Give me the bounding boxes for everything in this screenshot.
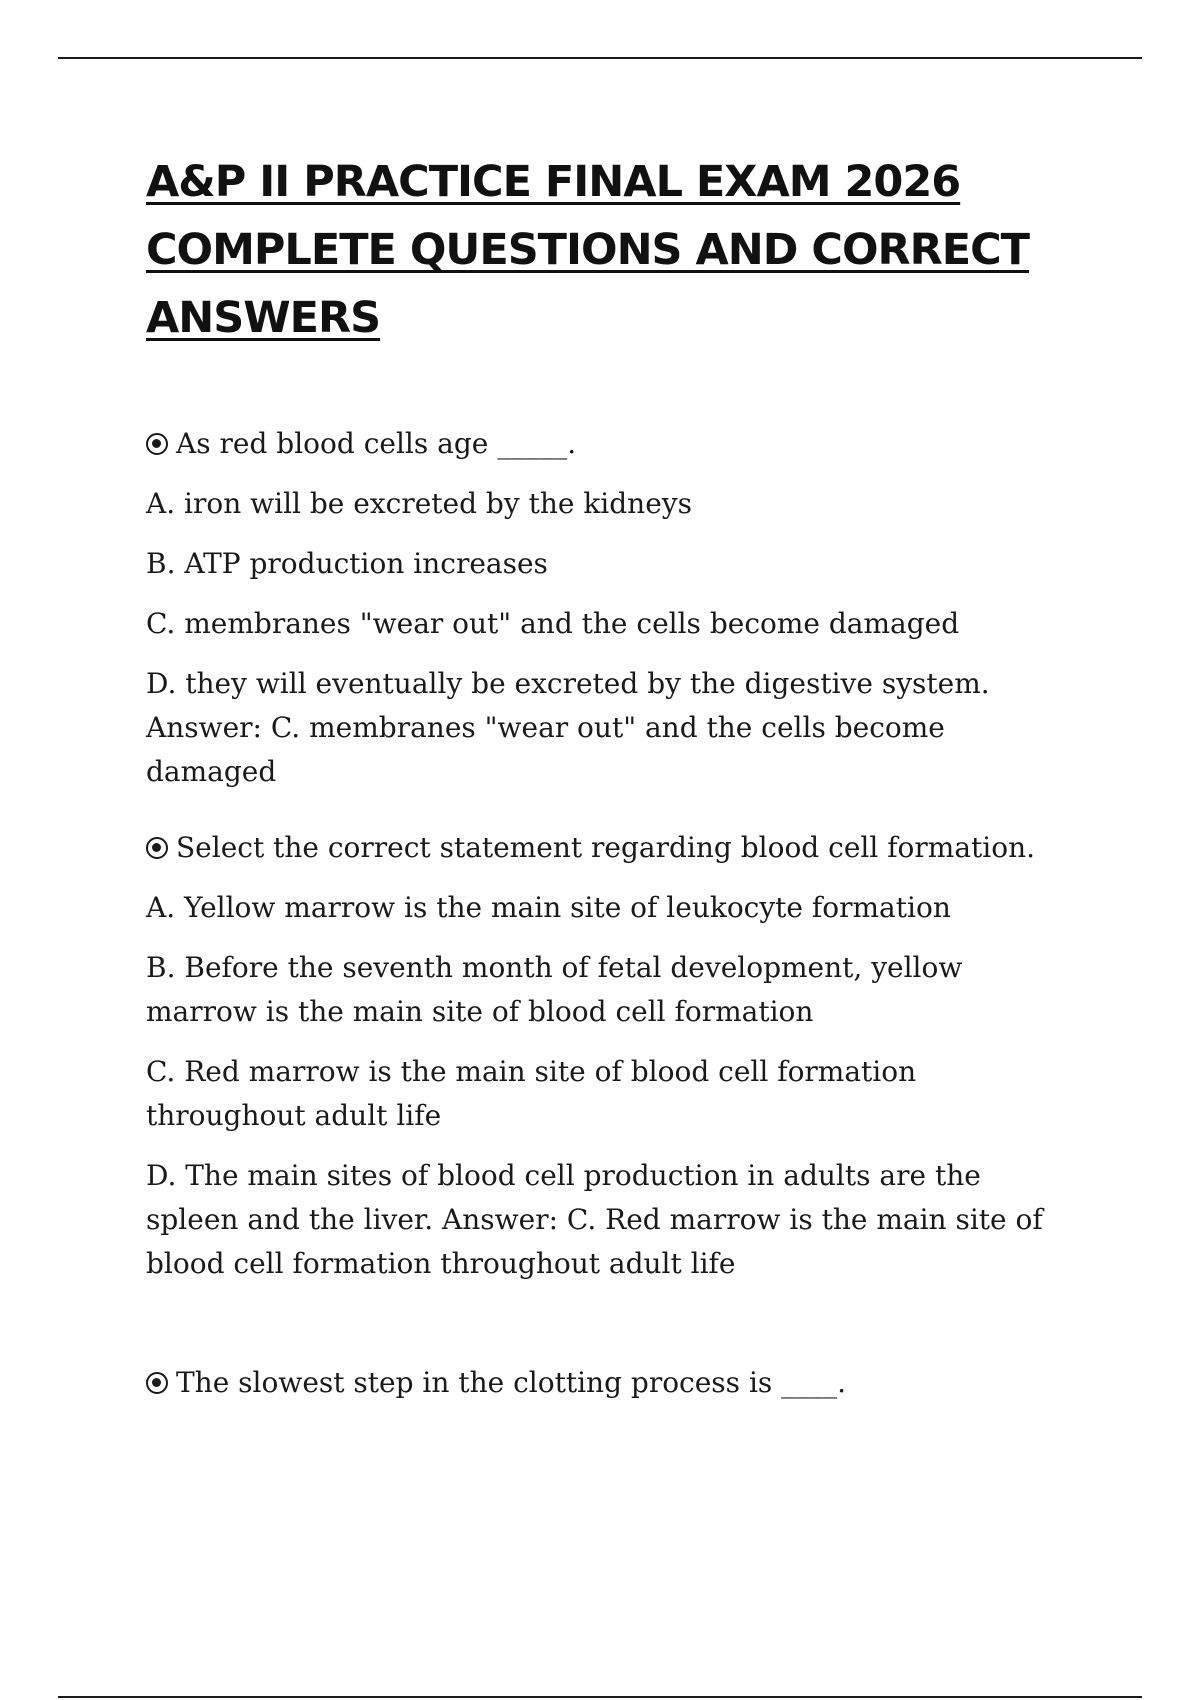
- answer-option: C. membranes "wear out" and the cells become damaged: [146, 607, 960, 640]
- answer-option: C. Red marrow is the main site of blood cell formation throughout adult life: [146, 1055, 917, 1132]
- question-block: [146, 1361, 1076, 1421]
- answer-option: D. The main sites of blood cell production in adults are the spleen and the liver. Answer: C. Red marrow is the main site of blood cell formation throughout adult life: [146, 1159, 1043, 1280]
- question-prompt: [146, 1361, 1076, 1405]
- answer-option: D. they will eventually be excreted by the digestive system. Answer: C. membranes "wear out" and the cells become damaged: [146, 667, 990, 788]
- question-block: [146, 422, 1076, 810]
- page-title: A&P II PRACTICE FINAL EXAM 2026 COMPLETE QUESTIONS AND CORRECT ANSWERS: [146, 157, 1030, 343]
- question-prompt: [146, 422, 1076, 466]
- question-block: [146, 826, 1076, 1302]
- question-text: The slowest step in the clotting process is ____.: [176, 1366, 847, 1399]
- radio-bullet-icon: [146, 433, 168, 455]
- question-text: Select the correct statement regarding blood cell formation.: [176, 831, 1036, 864]
- radio-bullet-icon: [146, 1372, 168, 1394]
- answer-option: B. Before the seventh month of fetal development, yellow marrow is the main site of blood cell formation: [146, 951, 963, 1028]
- top-rule: [58, 57, 1142, 59]
- answer-option: A. Yellow marrow is the main site of leukocyte formation: [146, 891, 951, 924]
- bottom-rule: [58, 1696, 1142, 1698]
- answer-option: A. iron will be excreted by the kidneys: [146, 487, 692, 520]
- radio-bullet-icon: [146, 837, 168, 859]
- question-text: As red blood cells age _____.: [176, 427, 577, 460]
- question-prompt: [146, 826, 1076, 870]
- answer-option: B. ATP production increases: [146, 547, 548, 580]
